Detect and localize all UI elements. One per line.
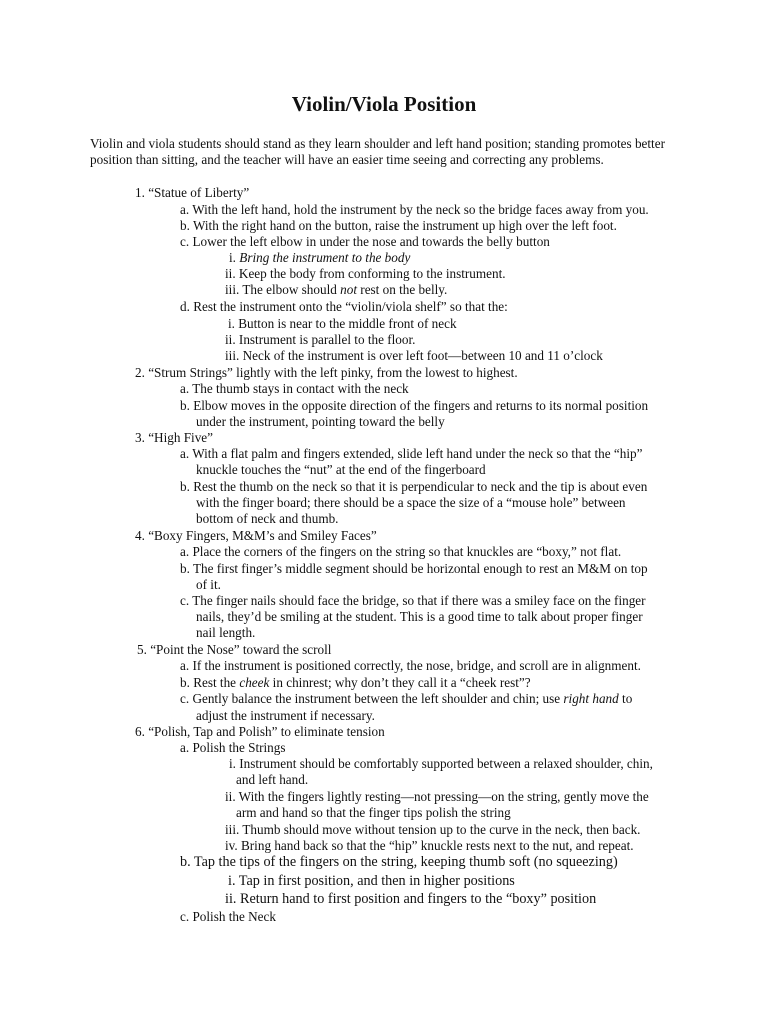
step-4b-continued: of it. xyxy=(196,577,221,592)
step-3b-continued-1: with the finger board; there should be a space the size of a “mouse hole” between xyxy=(196,495,626,510)
step-1d-i: i. Button is near to the middle front of neck xyxy=(228,316,457,331)
step-1-heading: 1. “Statue of Liberty” xyxy=(135,185,250,200)
step-2a: a. The thumb stays in contact with the neck xyxy=(180,381,409,396)
step-1d-iii: iii. Neck of the instrument is over left foot—between 10 and 11 o’clock xyxy=(225,348,603,363)
step-3a: a. With a flat palm and fingers extended, slide left hand under the neck so that the “hip” xyxy=(180,446,643,461)
step-6a-iv: iv. Bring hand back so that the “hip” knuckle rests next to the nut, and repeat. xyxy=(225,838,634,853)
step-1c-iii xyxy=(225,282,447,298)
step-6b-ii: ii. Return hand to first position and fingers to the “boxy” position xyxy=(225,891,597,907)
step-1d-ii: ii. Instrument is parallel to the floor. xyxy=(225,332,416,347)
step-1c-i-number: i. xyxy=(229,250,240,265)
step-3b: b. Rest the thumb on the neck so that it is perpendicular to neck and the tip is about even xyxy=(180,479,648,494)
step-3b-continued-2: bottom of neck and thumb. xyxy=(196,511,339,526)
step-6b-i: i. Tap in first position, and then in higher positions xyxy=(228,873,515,889)
step-1c-iii-pre: iii. The elbow should xyxy=(225,282,341,297)
step-6a-ii: ii. With the fingers lightly resting—not pressing—on the string, gently move the xyxy=(225,789,649,804)
step-5c-emphasis: right hand xyxy=(563,691,619,706)
step-5b xyxy=(180,675,531,691)
step-4a: a. Place the corners of the fingers on the string so that knuckles are “boxy,” not flat. xyxy=(180,544,622,559)
step-4b: b. The first finger’s middle segment should be horizontal enough to rest an M&M on top xyxy=(180,561,648,576)
step-1c-i xyxy=(229,250,410,266)
step-6a-iii: iii. Thumb should move without tension up to the curve in the neck, then back. xyxy=(225,822,641,837)
step-1b: b. With the right hand on the button, raise the instrument up high over the left foot. xyxy=(180,218,617,233)
intro-paragraph: Violin and viola students should stand as they learn shoulder and left hand position; standing promotes better position than sitting, and the teacher will have an easier time seeing and correcting any problems. xyxy=(90,136,665,168)
step-1c-iii-emphasis: not xyxy=(340,282,357,297)
step-4c-continued-1: nails, they’d be smiling at the student. This is a good time to talk about proper finger xyxy=(196,609,643,624)
step-6a-ii-continued: arm and hand so that the finger tips polish the string xyxy=(236,805,511,820)
step-2-heading: 2. “Strum Strings” lightly with the left pinky, from the lowest to highest. xyxy=(135,365,518,380)
step-1c-ii: ii. Keep the body from conforming to the instrument. xyxy=(225,266,506,281)
step-3-heading: 3. “High Five” xyxy=(135,430,214,445)
step-6-heading: 6. “Polish, Tap and Polish” to eliminate tension xyxy=(135,724,385,739)
step-5c-post: to xyxy=(618,691,633,706)
step-1c-iii-post: rest on the belly. xyxy=(357,282,448,297)
step-4-heading: 4. “Boxy Fingers, M&M’s and Smiley Faces” xyxy=(135,528,377,543)
step-2b: b. Elbow moves in the opposite direction of the fingers and returns to its normal position xyxy=(180,398,649,413)
step-1c-i-text: Bring the instrument to the body xyxy=(239,250,411,265)
step-5c xyxy=(180,691,632,707)
step-6b: b. Tap the tips of the fingers on the string, keeping thumb soft (no squeezing) xyxy=(180,854,618,870)
step-5a: a. If the instrument is positioned correctly, the nose, bridge, and scroll are in alignment. xyxy=(180,658,641,673)
step-6a-i: i. Instrument should be comfortably supported between a relaxed shoulder, chin, xyxy=(229,756,653,771)
step-5c-pre: c. Gently balance the instrument between the left shoulder and chin; use xyxy=(180,691,564,706)
step-1d: d. Rest the instrument onto the “violin/viola shelf” so that the: xyxy=(180,299,508,314)
step-5c-continued: adjust the instrument if necessary. xyxy=(196,708,375,723)
step-1a: a. With the left hand, hold the instrument by the neck so the bridge faces away from you. xyxy=(180,202,649,217)
step-2b-continued: under the instrument, pointing toward the belly xyxy=(196,414,445,429)
step-4c: c. The finger nails should face the bridge, so that if there was a smiley face on the finger xyxy=(180,593,646,608)
document-title: Violin/Viola Position xyxy=(291,92,477,116)
step-3a-continued: knuckle touches the “nut” at the end of the fingerboard xyxy=(196,462,486,477)
step-5b-emphasis: cheek xyxy=(239,675,270,690)
step-5-heading: 5. “Point the Nose” toward the scroll xyxy=(137,642,332,657)
step-5b-pre: b. Rest the xyxy=(180,675,240,690)
step-4c-continued-2: nail length. xyxy=(196,625,256,640)
step-6a: a. Polish the Strings xyxy=(180,740,286,755)
step-6a-i-continued: and left hand. xyxy=(236,772,309,787)
step-5b-post: in chinrest; why don’t they call it a “cheek rest”? xyxy=(269,675,531,690)
step-1c: c. Lower the left elbow in under the nose and towards the belly button xyxy=(180,234,550,249)
step-6c: c. Polish the Neck xyxy=(180,909,276,924)
